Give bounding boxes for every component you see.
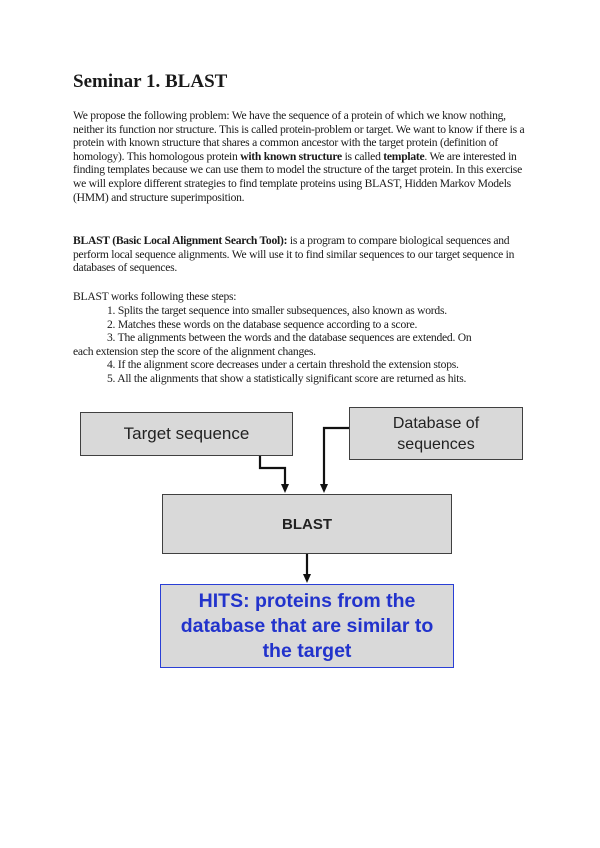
intro-text-c: . We are interested in finding templates because we can use them to model the structure of the target protein. In this exercise we will explore different strategies to find template proteins using BLAST, Hidden Markov Models (HMM) and structure superimposition. bbox=[73, 149, 522, 204]
blast-definition-paragraph bbox=[73, 234, 533, 275]
steps-intro: BLAST works following these steps: bbox=[73, 290, 237, 303]
step-item: 3. The alignments between the words and the database sequences are extended. On bbox=[107, 331, 472, 345]
target-sequence-label: Target sequence bbox=[123, 424, 250, 443]
arrowhead-hits bbox=[303, 574, 311, 583]
hits-box bbox=[160, 584, 454, 668]
arrow-target-to-blast bbox=[260, 456, 285, 485]
intro-paragraph bbox=[73, 109, 533, 204]
blast-label: BLAST bbox=[282, 515, 332, 533]
arrow-database-to-blast bbox=[324, 428, 349, 485]
hits-label bbox=[181, 589, 434, 664]
arrowhead-database bbox=[320, 484, 328, 493]
step-item: 2. Matches these words on the database sequence according to a score. bbox=[107, 317, 418, 331]
target-sequence-box bbox=[80, 412, 293, 456]
blast-definition-term: BLAST (Basic Local Alignment Search Tool): bbox=[73, 234, 288, 247]
intro-bold-b: template bbox=[383, 149, 425, 163]
hits-line1: HITS: proteins from the bbox=[198, 589, 416, 612]
database-box bbox=[349, 407, 523, 460]
step-item: 5. All the alignments that show a statistically significant score are returned as hits. bbox=[107, 371, 467, 385]
steps-list bbox=[73, 304, 543, 386]
document-title: Seminar 1. BLAST bbox=[73, 71, 228, 92]
database-label-line2: sequences bbox=[397, 435, 475, 453]
step-item-continuation: each extension step the score of the alignment changes. bbox=[73, 344, 316, 358]
database-label bbox=[393, 413, 479, 455]
arrowhead-target bbox=[281, 484, 289, 493]
intro-text-b: is called bbox=[341, 149, 384, 163]
step-item: 1. Splits the target sequence into smaller subsequences, also known as words. bbox=[107, 304, 447, 317]
database-label-line1: Database of bbox=[392, 414, 480, 432]
intro-bold-a: with known structure bbox=[240, 149, 342, 163]
intro-text-a: We propose the following problem: We have the sequence of a protein of which we know nothing, neither its function nor structure. This is called protein-problem or target. We want to know if there is a protein with known structure that shares a common ancestor with the target protein (definition of homology). This homologous protein bbox=[73, 109, 525, 163]
hits-line3: the target bbox=[262, 639, 352, 662]
step-item: 4. If the alignment score decreases under a certain threshold the extension stops. bbox=[107, 358, 459, 372]
hits-line2: database that are similar to bbox=[180, 614, 434, 637]
blast-box bbox=[162, 494, 452, 554]
blast-definition-text: is a program to compare biological sequences and perform local sequence alignments. We will use it to find similar sequences to our target sequence in databases of sequences. bbox=[73, 234, 515, 275]
